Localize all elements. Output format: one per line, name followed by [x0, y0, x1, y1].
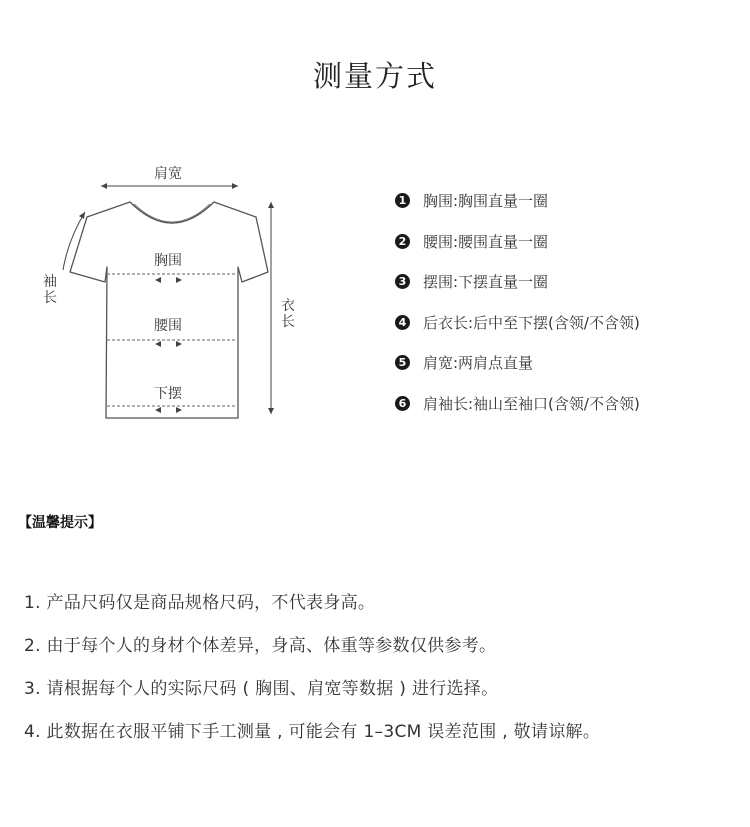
number-badge-icon: 6 — [395, 396, 410, 411]
legend-item — [395, 352, 640, 393]
legend-text: 肩袖长:袖山至袖口(含领/不含领) — [423, 394, 640, 413]
body-length-label: 衣长 — [281, 298, 295, 330]
number-badge-icon: 5 — [395, 355, 410, 370]
tips-list — [24, 588, 600, 760]
legend-text: 肩宽:两肩点直量 — [423, 354, 534, 373]
tips-heading: 【温馨提示】 — [18, 515, 102, 531]
tip-item: 3. 请根据每个人的实际尺码 ( 胸围、肩宽等数据 ) 进行选择。 — [24, 679, 499, 699]
legend-text: 胸围:胸围直量一圈 — [423, 192, 549, 210]
shoulder-width-label: 肩宽 — [154, 166, 182, 182]
waist-label: 腰围 — [154, 318, 182, 334]
tip-item: 1. 产品尺码仅是商品规格尺码，不代表身高。 — [24, 593, 376, 613]
legend-text: 腰围:腰围直量一圈 — [423, 232, 549, 251]
legend-item — [395, 312, 640, 353]
legend-item — [395, 271, 640, 312]
legend-item — [395, 190, 640, 231]
sleeve-length-label: 袖长 — [43, 274, 57, 306]
legend-text: 摆围:下摆直量一圈 — [423, 273, 549, 292]
chest-label: 胸围 — [154, 253, 182, 269]
number-badge-icon: 2 — [395, 234, 410, 249]
page-title: 测量方式 — [312, 59, 437, 93]
legend-item — [395, 231, 640, 272]
number-badge-icon: 3 — [395, 274, 410, 289]
legend-item — [395, 393, 640, 434]
legend-text: 后衣长:后中至下摆(含领/不含领) — [423, 313, 640, 332]
number-badge-icon: 4 — [395, 315, 410, 330]
tip-item: 4. 此数据在衣服平铺下手工测量 , 可能会有 1–3CM 误差范围 , 敬请谅解。 — [24, 722, 601, 742]
number-badge-icon: 1 — [395, 193, 410, 208]
hem-label: 下摆 — [154, 386, 182, 402]
tshirt-measurement-diagram — [30, 160, 320, 430]
measurement-legend — [395, 190, 640, 434]
tip-item: 2. 由于每个人的身材个体差异，身高、体重等参数仅供参考。 — [24, 636, 497, 656]
